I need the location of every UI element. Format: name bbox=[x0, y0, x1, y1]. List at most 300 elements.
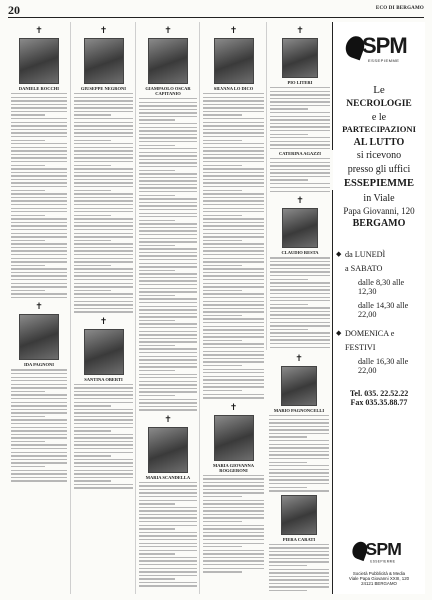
text-line bbox=[139, 173, 197, 174]
text-line bbox=[11, 186, 67, 187]
text-line bbox=[11, 448, 67, 449]
text-line bbox=[139, 141, 197, 142]
text-line bbox=[74, 204, 133, 205]
text-line bbox=[139, 543, 197, 544]
text-line bbox=[203, 326, 264, 327]
text-line bbox=[270, 257, 330, 258]
text-line bbox=[203, 104, 264, 105]
text-line bbox=[139, 399, 197, 400]
text-line bbox=[203, 132, 264, 133]
cross-icon: ✝ bbox=[35, 25, 43, 35]
page-header bbox=[8, 4, 424, 18]
cross-icon: ✝ bbox=[296, 25, 304, 35]
text-line bbox=[139, 152, 197, 153]
text-line bbox=[139, 248, 197, 249]
text-line bbox=[139, 170, 175, 171]
text-line bbox=[74, 229, 133, 230]
text-line bbox=[203, 482, 264, 483]
text-line bbox=[139, 514, 197, 515]
text-line bbox=[139, 198, 197, 199]
text-line bbox=[269, 565, 307, 566]
text-line bbox=[74, 466, 133, 467]
text-line bbox=[11, 384, 67, 385]
portrait-photo bbox=[214, 415, 254, 461]
text-line bbox=[74, 129, 133, 130]
text-line bbox=[11, 261, 67, 262]
text-line bbox=[139, 245, 175, 246]
text-line bbox=[11, 369, 67, 370]
text-line bbox=[11, 250, 67, 251]
text-line bbox=[74, 279, 133, 280]
text-line bbox=[269, 490, 329, 491]
text-line bbox=[11, 190, 45, 191]
text-line bbox=[270, 293, 330, 294]
text-line bbox=[269, 444, 329, 445]
text-line bbox=[270, 307, 330, 308]
fax-number: Fax 035.35.88.77 bbox=[350, 397, 408, 407]
text-line bbox=[203, 182, 264, 183]
text-line bbox=[270, 322, 330, 323]
portrait-photo bbox=[148, 427, 188, 473]
text-line bbox=[139, 521, 197, 522]
text-line bbox=[203, 107, 264, 108]
text-line bbox=[270, 144, 330, 145]
text-line bbox=[203, 539, 264, 540]
illegible-text-block bbox=[267, 158, 333, 190]
text-line bbox=[270, 126, 330, 127]
ad-line: PARTECIPAZIONI bbox=[342, 124, 416, 135]
obituary-name: SANTINA OBERTI bbox=[84, 376, 123, 382]
text-line bbox=[74, 430, 111, 431]
text-line bbox=[139, 284, 197, 285]
text-line bbox=[270, 191, 330, 192]
text-line bbox=[203, 315, 242, 316]
text-line bbox=[139, 571, 197, 572]
obituary-name: MARIA SCANDELLA bbox=[145, 474, 191, 480]
text-line bbox=[74, 200, 133, 201]
portrait-photo bbox=[148, 38, 188, 84]
ad-line: BERGAMO bbox=[352, 218, 406, 230]
text-line bbox=[203, 186, 264, 187]
text-line bbox=[203, 571, 242, 572]
text-line bbox=[270, 148, 330, 149]
text-line bbox=[11, 423, 67, 424]
text-line bbox=[11, 459, 67, 460]
text-line bbox=[74, 118, 133, 119]
text-line bbox=[74, 168, 133, 169]
text-line bbox=[203, 172, 264, 173]
text-line bbox=[270, 134, 308, 135]
text-line bbox=[269, 547, 329, 548]
text-line bbox=[203, 361, 264, 362]
text-line bbox=[139, 348, 197, 349]
text-line bbox=[203, 111, 264, 112]
text-line bbox=[269, 483, 329, 484]
text-line bbox=[11, 215, 45, 216]
text-line bbox=[203, 485, 264, 486]
text-line bbox=[139, 482, 197, 483]
text-line bbox=[74, 427, 133, 428]
text-line bbox=[269, 479, 329, 480]
text-line bbox=[74, 97, 133, 98]
text-line bbox=[203, 243, 264, 244]
text-line bbox=[139, 384, 197, 385]
text-line bbox=[203, 118, 264, 119]
text-line bbox=[203, 161, 264, 162]
obituary-column-1 bbox=[8, 22, 70, 594]
text-line bbox=[11, 416, 45, 417]
text-line bbox=[11, 143, 67, 144]
text-line bbox=[203, 496, 242, 497]
text-line bbox=[269, 462, 307, 463]
text-line bbox=[139, 119, 175, 120]
illegible-text-block bbox=[200, 93, 267, 399]
text-line bbox=[74, 140, 111, 141]
text-line bbox=[270, 279, 308, 280]
text-line bbox=[139, 564, 197, 565]
text-line bbox=[139, 356, 197, 357]
text-line bbox=[11, 125, 67, 126]
text-line bbox=[139, 550, 197, 551]
text-line bbox=[74, 136, 133, 137]
text-line bbox=[11, 441, 45, 442]
text-line bbox=[269, 569, 329, 570]
portrait-photo bbox=[19, 38, 59, 84]
text-line bbox=[139, 323, 197, 324]
text-line bbox=[74, 161, 133, 162]
obituary-column-4 bbox=[199, 22, 267, 594]
text-line bbox=[139, 334, 197, 335]
text-line bbox=[74, 470, 133, 471]
illegible-text-block bbox=[71, 384, 136, 489]
text-line bbox=[11, 168, 67, 169]
text-line bbox=[203, 397, 264, 398]
text-line bbox=[203, 218, 264, 219]
ad-footer: SPM ESSEPIEMME Società Pubblicità & Media Viale Papa Giovanni XXIII, 120 24121 BERGAMO bbox=[333, 533, 425, 586]
text-line bbox=[11, 97, 67, 98]
text-line bbox=[139, 134, 197, 135]
text-line bbox=[74, 394, 133, 395]
text-line bbox=[11, 172, 67, 173]
text-line bbox=[74, 484, 133, 485]
text-line bbox=[203, 383, 264, 384]
text-line bbox=[203, 140, 242, 141]
text-line bbox=[11, 157, 67, 158]
text-line bbox=[11, 165, 45, 166]
text-line bbox=[203, 308, 264, 309]
text-line bbox=[139, 270, 175, 271]
text-line bbox=[11, 402, 67, 403]
portrait-photo bbox=[281, 366, 317, 406]
obituary-column-3 bbox=[135, 22, 200, 594]
text-line bbox=[139, 528, 175, 529]
text-line bbox=[74, 254, 133, 255]
text-line bbox=[269, 572, 329, 573]
text-line bbox=[203, 390, 242, 391]
text-line bbox=[11, 222, 67, 223]
text-line bbox=[11, 132, 67, 133]
text-line bbox=[74, 441, 133, 442]
text-line bbox=[11, 462, 67, 463]
ad-line: presso gli uffici bbox=[347, 163, 411, 175]
text-line bbox=[74, 387, 133, 388]
text-line bbox=[270, 130, 330, 131]
text-line bbox=[74, 143, 133, 144]
text-line bbox=[270, 108, 308, 109]
hours-label: dalle 8,30 alle 12,30 bbox=[358, 277, 405, 296]
text-line bbox=[11, 200, 67, 201]
text-line bbox=[11, 427, 67, 428]
text-line bbox=[139, 532, 197, 533]
text-line bbox=[270, 311, 330, 312]
text-line bbox=[74, 100, 133, 101]
text-line bbox=[269, 590, 307, 591]
ad-line: NECROLOGIE bbox=[346, 98, 412, 109]
text-line bbox=[11, 444, 67, 445]
text-line bbox=[74, 419, 133, 420]
text-line bbox=[139, 277, 197, 278]
text-line bbox=[74, 193, 133, 194]
text-line bbox=[139, 255, 197, 256]
text-line bbox=[139, 409, 197, 410]
text-line bbox=[203, 258, 264, 259]
text-line bbox=[269, 415, 329, 416]
text-line bbox=[203, 379, 264, 380]
text-line bbox=[269, 458, 329, 459]
text-line bbox=[74, 190, 111, 191]
text-line bbox=[11, 147, 67, 148]
text-line bbox=[270, 119, 330, 120]
text-line bbox=[139, 316, 197, 317]
text-line bbox=[74, 132, 133, 133]
text-line bbox=[11, 455, 67, 456]
text-line bbox=[203, 275, 264, 276]
text-line bbox=[139, 582, 197, 583]
text-line bbox=[11, 394, 67, 395]
spm-logo: SPM ESSEPIEMME bbox=[351, 537, 407, 567]
text-line bbox=[270, 94, 330, 95]
text-line bbox=[270, 183, 330, 184]
text-line bbox=[203, 358, 264, 359]
text-line bbox=[139, 266, 197, 267]
text-line bbox=[269, 579, 329, 580]
text-line bbox=[203, 347, 264, 348]
text-line bbox=[203, 543, 264, 544]
text-line bbox=[139, 377, 197, 378]
text-line bbox=[203, 503, 264, 504]
text-line bbox=[11, 377, 67, 378]
text-line bbox=[74, 293, 133, 294]
text-line bbox=[269, 422, 329, 423]
text-line bbox=[139, 539, 197, 540]
text-line bbox=[203, 564, 264, 565]
text-line bbox=[270, 347, 330, 348]
text-line bbox=[139, 127, 197, 128]
text-line bbox=[139, 557, 197, 558]
text-line bbox=[11, 477, 67, 478]
text-line bbox=[74, 125, 133, 126]
text-line bbox=[139, 560, 197, 561]
text-line bbox=[270, 314, 330, 315]
text-line bbox=[74, 93, 133, 94]
text-line bbox=[11, 452, 67, 453]
obituary-name: PIERA CARATI bbox=[282, 536, 316, 542]
obituary-name: IDA PAGNONI bbox=[23, 362, 55, 368]
text-line bbox=[11, 229, 67, 230]
text-line bbox=[203, 190, 242, 191]
text-line bbox=[74, 412, 133, 413]
text-line bbox=[203, 535, 264, 536]
text-line bbox=[139, 395, 175, 396]
days-label: ◆ da LUNEDÌ bbox=[336, 250, 422, 259]
text-line bbox=[139, 309, 197, 310]
text-line bbox=[74, 311, 133, 312]
text-line bbox=[203, 125, 264, 126]
text-line bbox=[269, 586, 329, 587]
text-line bbox=[74, 487, 133, 488]
text-line bbox=[74, 402, 133, 403]
text-line bbox=[74, 462, 133, 463]
text-line bbox=[269, 551, 329, 552]
text-line bbox=[203, 193, 264, 194]
text-line bbox=[74, 157, 133, 158]
text-line bbox=[74, 240, 111, 241]
text-line bbox=[11, 243, 67, 244]
text-line bbox=[74, 243, 133, 244]
ad-line: e le bbox=[371, 111, 387, 123]
text-line bbox=[74, 398, 133, 399]
text-line bbox=[139, 331, 197, 332]
text-line bbox=[74, 391, 133, 392]
text-line bbox=[139, 105, 197, 106]
text-line bbox=[74, 154, 133, 155]
text-line bbox=[139, 320, 175, 321]
days-label: a SABATO bbox=[345, 263, 383, 273]
text-line bbox=[74, 416, 133, 417]
text-line bbox=[74, 261, 133, 262]
text-line bbox=[139, 313, 197, 314]
text-line bbox=[74, 444, 133, 445]
text-line bbox=[11, 236, 67, 237]
text-line bbox=[203, 165, 242, 166]
text-line bbox=[203, 301, 264, 302]
text-line bbox=[139, 510, 197, 511]
text-line bbox=[11, 218, 67, 219]
text-line bbox=[11, 419, 67, 420]
ad-line: Papa Giovanni, 120 bbox=[343, 206, 415, 216]
text-line bbox=[203, 329, 264, 330]
text-line bbox=[269, 472, 329, 473]
text-line bbox=[203, 560, 264, 561]
text-line bbox=[139, 184, 197, 185]
text-line bbox=[269, 558, 329, 559]
text-line bbox=[74, 186, 133, 187]
text-line bbox=[139, 374, 197, 375]
text-line bbox=[203, 333, 264, 334]
text-line bbox=[74, 107, 133, 108]
text-line bbox=[270, 141, 330, 142]
text-line bbox=[203, 500, 264, 501]
text-line bbox=[11, 193, 67, 194]
portrait-photo bbox=[282, 208, 318, 248]
text-line bbox=[139, 291, 197, 292]
text-line bbox=[74, 409, 133, 410]
text-line bbox=[11, 122, 67, 123]
text-line bbox=[139, 195, 175, 196]
text-line bbox=[139, 109, 197, 110]
text-line bbox=[11, 437, 67, 438]
text-line bbox=[11, 290, 45, 291]
text-line bbox=[270, 172, 330, 173]
text-line bbox=[11, 118, 67, 119]
text-line bbox=[74, 308, 133, 309]
text-line bbox=[203, 369, 264, 370]
ad-line: si ricevono bbox=[356, 150, 402, 162]
text-line bbox=[11, 283, 67, 284]
text-line bbox=[270, 275, 330, 276]
text-line bbox=[270, 325, 330, 326]
text-line bbox=[203, 550, 264, 551]
text-line bbox=[203, 394, 264, 395]
text-line bbox=[203, 340, 242, 341]
illegible-text-block bbox=[136, 482, 200, 587]
text-line bbox=[203, 386, 264, 387]
text-line bbox=[11, 286, 67, 287]
text-line bbox=[203, 229, 264, 230]
text-line bbox=[139, 116, 197, 117]
text-line bbox=[139, 216, 197, 217]
days-label: ◆ DOMENICA e bbox=[336, 329, 422, 338]
text-line bbox=[11, 258, 67, 259]
cross-icon: ✝ bbox=[99, 315, 108, 326]
ad-line: in Viale bbox=[363, 192, 395, 204]
text-line bbox=[11, 100, 67, 101]
text-line bbox=[203, 343, 264, 344]
text-line bbox=[203, 143, 264, 144]
text-line bbox=[11, 434, 67, 435]
text-line bbox=[139, 496, 197, 497]
text-line bbox=[203, 532, 264, 533]
text-line bbox=[139, 370, 175, 371]
text-line bbox=[139, 381, 197, 382]
text-line bbox=[139, 585, 197, 586]
text-line bbox=[74, 452, 133, 453]
text-line bbox=[11, 107, 67, 108]
obituary-name: MARIA GIOVANNA ROGGERONI bbox=[212, 462, 255, 473]
text-line bbox=[74, 236, 133, 237]
text-line bbox=[203, 475, 264, 476]
text-line bbox=[270, 112, 330, 113]
text-line bbox=[74, 233, 133, 234]
text-line bbox=[11, 268, 67, 269]
obituary-name: CLAUDIO RESTA bbox=[281, 250, 319, 256]
text-line bbox=[74, 275, 133, 276]
text-line bbox=[203, 521, 242, 522]
obituary-name: MARIO PAGNONCELLI bbox=[273, 408, 325, 413]
text-line bbox=[11, 470, 67, 471]
text-line bbox=[139, 159, 197, 160]
text-line bbox=[269, 469, 329, 470]
text-line bbox=[139, 302, 197, 303]
text-line bbox=[11, 154, 67, 155]
text-line bbox=[74, 283, 133, 284]
text-line bbox=[269, 465, 329, 466]
text-line bbox=[11, 211, 67, 212]
text-line bbox=[139, 568, 197, 569]
obituary-column-5-lower bbox=[266, 350, 332, 594]
text-line bbox=[139, 155, 197, 156]
text-line bbox=[203, 211, 264, 212]
